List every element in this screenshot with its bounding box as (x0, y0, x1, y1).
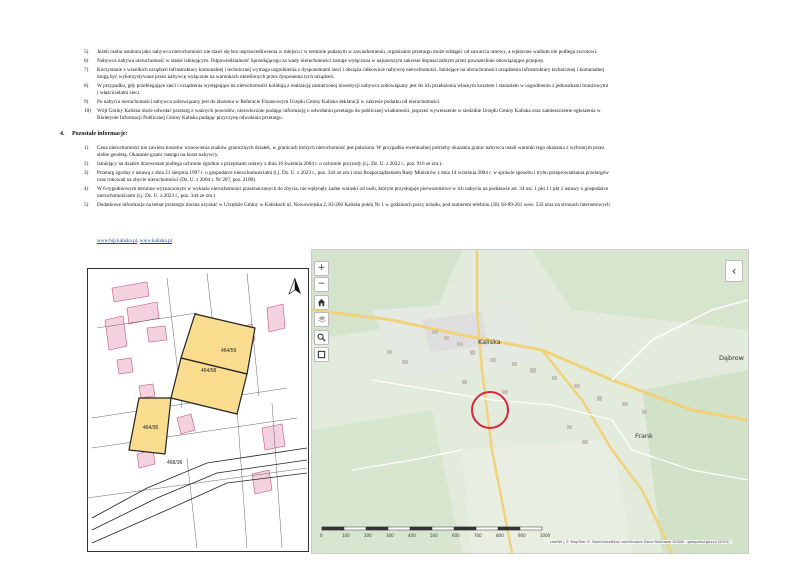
item-text-line: Przetarg zgodny z ustawą z dnia 21 sierpnia 1997 r. o gospodarce nieruchomościami (t.j. Dz. U. z 2023 r., poz. 344 ze zm.) oraz Rozporządzeniem Rady Ministrów z dnia 14 września 2004 r. w sprawie sposobu i trybu przeprowadzania przetargów (97, 170, 609, 176)
item-number: 2) (84, 161, 89, 167)
item-text-line: Nabywca nabywa nieruchomość w stanie istniejącym. Odpowiedzialność Sprzedającego za wady nieruchomości zostaje wyłączona w najszerszym zakresie dopuszczalnym przez powszechnie obowiązujące przepisy. (97, 58, 545, 64)
map-tiles (312, 250, 748, 553)
item-number: 8) (84, 83, 89, 89)
place-label-dabrowa: Dąbrow (719, 354, 744, 362)
item-number: 4) (84, 186, 89, 192)
scale-label: 500 (430, 533, 438, 538)
item-text-line: Wójt Gminy Kaliska może odwołać przetarg z ważnych powodów, niezwłocznie podając informację o odwołaniu przetargu do publicznej wiadomości, poprzez wywieszenie w siedzibie Urzędu Gminy Kaliska oraz zamieszczenie ogłoszenia w (97, 108, 601, 114)
zoom-out-button[interactable]: − (314, 277, 329, 292)
section-number: 4. (60, 131, 65, 137)
parcel-label-2: 464/58 (201, 368, 217, 374)
link-separator: , (137, 238, 139, 244)
scale-label: 900 (518, 533, 526, 538)
scale-label: 300 (386, 533, 394, 538)
scale-label: 0 (320, 533, 323, 538)
item-text-line: mogą być wykorzystywane przez nabywcę wyłącznie na warunkach określonych przez dysponenta tych urządzeń. (97, 74, 335, 80)
home-button[interactable] (314, 295, 329, 310)
land-patches (312, 250, 748, 553)
bip-link[interactable]: www.bip.kaliska.pl (97, 238, 138, 244)
fullscreen-button[interactable] (314, 347, 329, 362)
item-number: 7) (84, 67, 89, 73)
place-label-kaliska: Kaliska (478, 338, 501, 346)
item-number: 3) (84, 170, 89, 176)
links-line (97, 238, 172, 244)
item-text-line: nieruchomościami (t.j. Dz. U. z 2023 r., poz. 344 ze zm.) (97, 193, 216, 199)
web-map[interactable] (311, 249, 749, 554)
item-text-line: oraz rokowań na zbycie nieruchomości (Dz. U. z 2004 r. Nr 207, poz. 2108). (97, 177, 257, 183)
item-text-line: i właścicielami sieci. (97, 90, 141, 96)
scale-label: 600 (452, 533, 460, 538)
item-text-line: Korzystanie z wszelkich urządzeń infrastruktury komunalnej i technicznej wymaga uzgodnienia z dysponentami sieci i obciąża całkowicie nabywcę nieruchomości. Istniejące na nieruchomości urządzenia infrastruktury technicznej i komunalnej (97, 67, 605, 73)
item-number: 10) (84, 108, 91, 114)
scale-label: 700 (474, 533, 482, 538)
website-link[interactable]: www.kaliska.pl (139, 238, 172, 244)
place-label-frank: Frank (635, 432, 653, 440)
item-number: 5) (84, 49, 89, 55)
item-number: 5) (84, 202, 89, 208)
item-number: 1) (84, 145, 89, 151)
section-heading: Pozostałe informacje: (72, 131, 128, 137)
parcel-label-4: 468/36 (167, 460, 183, 466)
search-button[interactable] (314, 330, 329, 345)
scale-label: 100 (342, 533, 350, 538)
parcel-label-3: 464/36 (143, 425, 159, 431)
layers-button[interactable] (314, 312, 329, 327)
zoom-in-button[interactable]: + (314, 261, 329, 276)
search-icon (317, 333, 326, 342)
item-text-line: W przypadku, gdy przebiegające sieci i urządzenia występujące na nieruchomości kolidują z realizacją zamierzonej inwestycji nabywca zobowiązany jest do ich przełożenia własnym kosztem i staraniem w uzgodnieniu z jednostkami branżowymi (97, 83, 609, 89)
item-text-line: Dodatkowe informacje na temat przetargu można uzyskać w Urzędzie Gminy w Kaliskach ul. Nowowiejska 2, 83-260 Kaliska pokój Nr 1 w godzinach pracy urzędu, pod numerem telefonu (58) 58-89-201 wew. 533 oraz na stronach internetowych (97, 202, 610, 208)
panel-toggle-button[interactable]: ‹ (725, 260, 743, 282)
item-number: 6) (84, 58, 89, 64)
scale-label: 400 (408, 533, 416, 538)
item-text-line: Jeżeli osoba ustalona jako nabywca nieruchomości nie stawi się bez usprawiedliwienia w miejscu i w terminie podanym w zawiadomieniu, organizator przetargu może odstąpić od zawarcia umowy, a wpłacone wadium nie podlega zwrotowi. (97, 49, 598, 55)
layers-icon (317, 315, 327, 324)
item-text-line: Biuletynie Informacji Publicznej Gminy Kaliska podając przyczynę odwołania przetargu. (97, 115, 283, 121)
item-number: 9) (84, 99, 89, 105)
scale-label: 800 (496, 533, 504, 538)
home-icon (317, 298, 326, 307)
scale-label: 200 (364, 533, 372, 538)
plot-map (87, 268, 309, 552)
item-text-line: Cena nieruchomości nie zawiera kosztów wznowienia znaków granicznych działek, w granicach których nieruchomość jest położona. W przypadku ewentualnej potrzeby okazania granic nabywca ustali warunki tego okazania z wybranym przez (97, 145, 605, 151)
item-text-line: W 6-tygodniowym terminie wyznaczonym w wykazie nieruchomości przeznaczonych do zbycia, nie wpłynęły żadne wnioski od osób, którym przysługuje pierwszeństwo w ich nabyciu na podstawie art. 34 ust. 1 pkt 1 i pkt 2 ustawy o gospodarce (97, 186, 609, 192)
item-text-line: siebie geodetą. Okazanie granic nastąpi na koszt nabywcy. (97, 152, 219, 158)
map-attribution: Leaflet | © MapTiler © OpenStreetMap contributors Dane Rastrowe GUGiK - geoportal.gov.pl (2015) (550, 540, 730, 544)
parcel-label-1: 464/59 (221, 348, 237, 354)
item-text-line: Istniejący na działce drzewostan podlega ochronie zgodnie z przepisami ustawy z dnia 16 kwietnia 2004 r. o ochronie przyrody (t.j. Dz. U. z 2022 r., poz. 916 ze zm.). (97, 161, 443, 167)
scale-label: 1000 (540, 533, 551, 538)
fullscreen-icon (317, 350, 326, 359)
map-scale-bar (322, 527, 542, 530)
item-text-line: Po nabyciu nieruchomości nabywca zobowiązany jest do złożenia w Referacie Finansowym Urzędu Gminy Kaliska deklaracji w zakresie podatku od nieruchomości. (97, 99, 441, 105)
